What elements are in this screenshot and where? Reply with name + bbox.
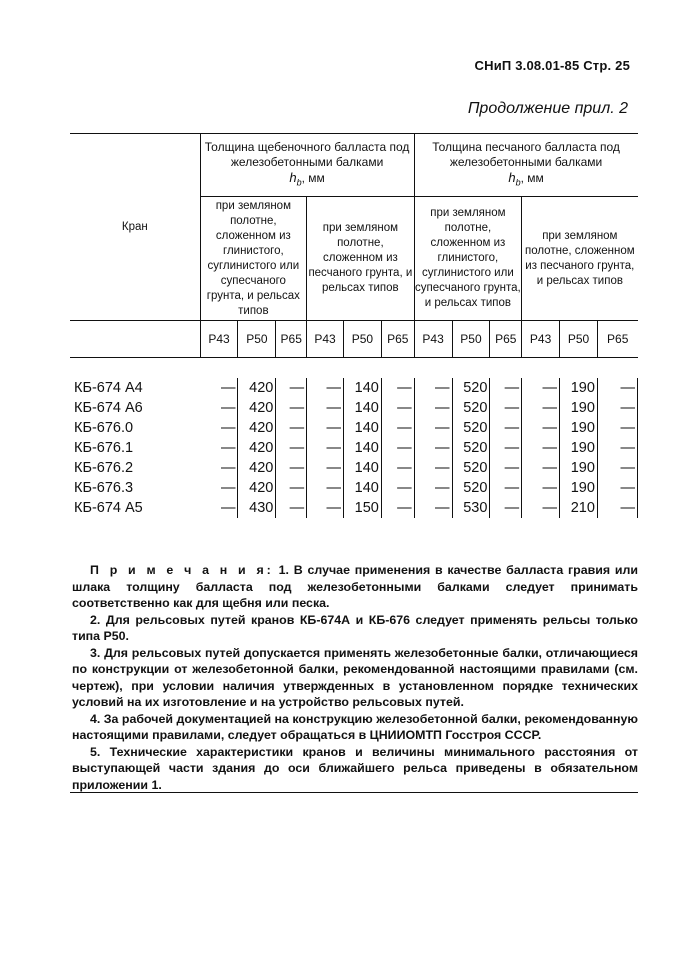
crushed-ballast-header (200, 134, 414, 197)
table-row (70, 458, 638, 478)
continuation-label: Продолжение прил. 2 (467, 100, 628, 117)
crane-model: КБ-676.2 (74, 460, 134, 476)
ballast-value: — (307, 458, 344, 478)
ballast-value: — (414, 378, 452, 398)
rail-type-header: Р65 (597, 321, 637, 358)
table-row (70, 378, 638, 398)
ballast-value: — (414, 398, 452, 418)
ballast-value: — (414, 458, 452, 478)
ballast-value: 520 (452, 438, 490, 458)
ballast-value: — (276, 478, 307, 498)
sand-ballast-title: Толщина песчаного балласта под железобетонными балками (432, 139, 620, 169)
ballast-value: 190 (560, 418, 598, 438)
ballast-value: 140 (343, 398, 381, 418)
ballast-value: — (307, 398, 344, 418)
ballast-value: — (414, 478, 452, 498)
ballast-value: 530 (452, 498, 490, 518)
hb-symbol: h (508, 169, 516, 185)
notes-section (72, 562, 638, 793)
crane-model: КБ-674 А6 (74, 400, 143, 416)
rail-type-header: Р65 (490, 321, 522, 358)
ballast-value: 520 (452, 458, 490, 478)
crushed-clay-subheader: при земляном полотне, сложенном из глинистого, суглинистого или супесчаного грунта, и рельсах типов (200, 197, 307, 321)
ballast-value: 430 (238, 498, 276, 518)
ballast-value: — (307, 378, 344, 398)
rail-type-header: Р65 (276, 321, 307, 358)
rail-type-header: Р43 (200, 321, 238, 358)
ballast-value: — (200, 378, 238, 398)
rail-type-header: Р65 (381, 321, 414, 358)
ballast-value: — (490, 398, 522, 418)
ballast-value: 420 (238, 378, 276, 398)
ballast-value: — (490, 478, 522, 498)
ballast-value: — (597, 398, 637, 418)
crane-label: Кран (121, 220, 148, 233)
ballast-value: — (307, 478, 344, 498)
ballast-value: — (276, 418, 307, 438)
ballast-value: — (522, 478, 560, 498)
note-3: 3. Для рельсовых путей допускается применять железобетонные балки, отличающиеся по конструкции от железобетонной балки, рекомендованной настоящими правилами (см. чертеж), при условии наличия утвержденных в установленном порядке технических условий на их изготовление и на устройство рельсовых путей. (72, 645, 638, 709)
note-5: 5. Технические характеристики кранов и величины минимального расстояния от выступающей части здания до оси ближайшего рельса приведены в обязательном приложении 1. (72, 744, 638, 792)
table-row (70, 418, 638, 438)
ballast-value: — (414, 498, 452, 518)
ballast-value: 210 (560, 498, 598, 518)
ballast-value: — (597, 458, 637, 478)
crushed-sand-subheader: при земляном полотне, сложенном из песчаного грунта, и рельсах типов (307, 197, 415, 321)
ballast-value: — (307, 498, 344, 518)
bottom-divider (70, 792, 638, 793)
ballast-value: 420 (238, 418, 276, 438)
ballast-value: 140 (343, 378, 381, 398)
ballast-value: — (200, 458, 238, 478)
ballast-value: — (597, 438, 637, 458)
ballast-value: 190 (560, 478, 598, 498)
ballast-value: — (522, 458, 560, 478)
hb-subscript: b (515, 177, 521, 188)
rail-type-header: Р50 (238, 321, 276, 358)
ballast-value: — (381, 418, 414, 438)
rail-type-header: Р43 (522, 321, 560, 358)
hb-subscript: b (296, 177, 302, 188)
sand-clay-subheader: при земляном полотне, сложенном из глинистого, суглинистого или супесчаного грунта, и рельсах типов (414, 197, 522, 321)
hb-symbol: h (289, 169, 297, 185)
ballast-table (70, 133, 638, 518)
ballast-value: — (490, 378, 522, 398)
crane-header (70, 134, 200, 321)
ballast-value: — (490, 498, 522, 518)
ballast-value: — (522, 398, 560, 418)
ballast-value: — (200, 438, 238, 458)
ballast-value: — (381, 458, 414, 478)
ballast-value: 420 (238, 438, 276, 458)
ballast-value: — (490, 438, 522, 458)
ballast-value: — (307, 418, 344, 438)
ballast-value: 420 (238, 478, 276, 498)
sand-ballast-header (414, 134, 637, 197)
hb-unit: , мм (520, 170, 544, 185)
crane-model: КБ-674 А4 (74, 380, 143, 396)
ballast-value: 420 (238, 458, 276, 478)
notes-heading: П р и м е ч а н и я: (90, 563, 274, 577)
ballast-value: 140 (343, 418, 381, 438)
ballast-value: — (414, 438, 452, 458)
ballast-value: 190 (560, 378, 598, 398)
ballast-value: 140 (343, 478, 381, 498)
rail-type-header: Р43 (307, 321, 344, 358)
table-row (70, 398, 638, 418)
ballast-value: 190 (560, 398, 598, 418)
ballast-value: — (522, 378, 560, 398)
ballast-value: — (200, 398, 238, 418)
ballast-value: — (597, 378, 637, 398)
ballast-value: — (381, 378, 414, 398)
hb-unit: , мм (301, 170, 325, 185)
ballast-value: 520 (452, 378, 490, 398)
table-row (70, 498, 638, 518)
table-row (70, 438, 638, 458)
ballast-value: 140 (343, 458, 381, 478)
ballast-value: — (597, 478, 637, 498)
ballast-value: — (276, 498, 307, 518)
ballast-value: — (200, 418, 238, 438)
ballast-value: — (522, 438, 560, 458)
ballast-value: — (200, 478, 238, 498)
ballast-value: — (522, 418, 560, 438)
document-reference: СНиП 3.08.01-85 Стр. 25 (474, 58, 630, 73)
rail-type-header: Р50 (560, 321, 598, 358)
ballast-value: 190 (560, 458, 598, 478)
ballast-value: — (276, 438, 307, 458)
ballast-value: — (381, 398, 414, 418)
ballast-value: 420 (238, 398, 276, 418)
ballast-value: 520 (452, 478, 490, 498)
rail-type-header: Р50 (452, 321, 490, 358)
crane-model: КБ-676.0 (74, 420, 134, 436)
ballast-value: — (276, 458, 307, 478)
ballast-value: — (276, 378, 307, 398)
ballast-value: 520 (452, 418, 490, 438)
ballast-value: — (522, 498, 560, 518)
rail-type-header: Р43 (414, 321, 452, 358)
ballast-value: 150 (343, 498, 381, 518)
ballast-value: — (597, 418, 637, 438)
sand-sand-subheader: при земляном полотне, сложенном из песчаного грунта, и рельсах типов (522, 197, 638, 321)
table-row (70, 478, 638, 498)
note-1 (72, 562, 638, 612)
ballast-value: — (381, 478, 414, 498)
ballast-value: — (414, 418, 452, 438)
crane-model: КБ-676.1 (74, 440, 134, 456)
ballast-value: — (200, 498, 238, 518)
crane-model: КБ-674 А5 (74, 500, 143, 516)
note-1-text: 1. В случае применения в качестве балласта гравия или шлака толщину балласта под железобетонными балками следует принимать соответственно как для щебня или песка. (72, 563, 638, 610)
ballast-value: — (490, 458, 522, 478)
ballast-value: — (381, 498, 414, 518)
note-2: 2. Для рельсовых путей кранов КБ-674А и КБ-676 следует применять рельсы только типа Р50. (72, 612, 638, 643)
crane-header-cell (70, 321, 200, 358)
ballast-value: — (381, 438, 414, 458)
ballast-value: 190 (560, 438, 598, 458)
rail-type-header: Р50 (343, 321, 381, 358)
crane-model: КБ-676.3 (74, 480, 134, 496)
ballast-value: — (597, 498, 637, 518)
ballast-value: — (307, 438, 344, 458)
ballast-value: 140 (343, 438, 381, 458)
crushed-ballast-title: Толщина щебеночного балласта под железобетонными балками (204, 139, 410, 169)
ballast-value: — (276, 398, 307, 418)
ballast-value: — (490, 418, 522, 438)
ballast-value: 520 (452, 398, 490, 418)
note-4: 4. За рабочей документацией на конструкцию железобетонной балки, рекомендованную настоящими правилами, следует обращаться в ЦНИИОМТП Госстроя СССР. (72, 711, 638, 742)
